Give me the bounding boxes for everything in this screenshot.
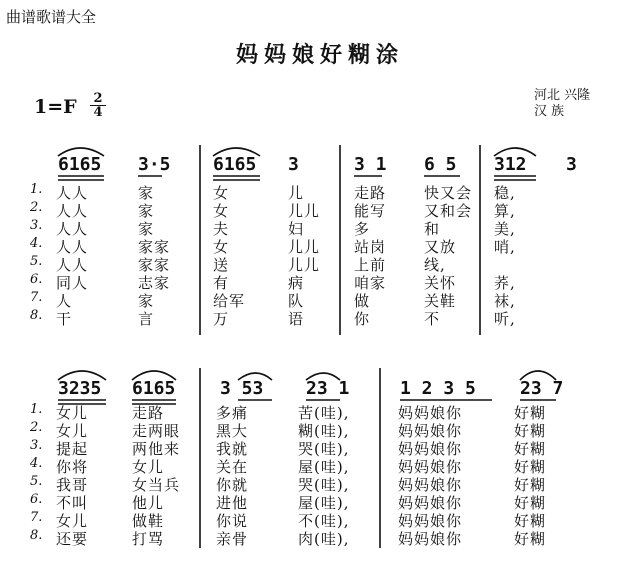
lyric-text: 家 xyxy=(138,220,155,238)
lyric-text: 多痛 xyxy=(216,404,249,422)
lyric-text: 妈妈娘你 xyxy=(398,476,463,494)
lyric-text: 站岗 xyxy=(354,238,387,256)
verse-number: 7. xyxy=(30,290,43,305)
lyric-text: 亲骨 xyxy=(216,530,249,548)
lyric-text: 女儿 xyxy=(56,422,89,440)
lyric-text: 打骂 xyxy=(132,530,165,548)
verse-number: 5. xyxy=(30,254,43,269)
lyric-text: 线, xyxy=(424,256,446,274)
lyric-text: 做 xyxy=(354,292,371,310)
lyric-text: 妈妈娘你 xyxy=(398,440,463,458)
lyric-text: 妈妈娘你 xyxy=(398,404,463,422)
verse-number: 4. xyxy=(30,236,43,251)
lyric-text: 黑大 xyxy=(216,422,249,440)
lyric-text: 有 xyxy=(213,274,230,292)
lyric-text: 提起 xyxy=(56,440,89,458)
lyric-text: 人人 xyxy=(56,220,89,238)
lyric-text: 队 xyxy=(288,292,305,310)
lyric-text: 人人 xyxy=(56,202,89,220)
lyric-text: 好糊 xyxy=(514,440,547,458)
note-group: 6165 xyxy=(58,154,102,175)
lyric-text: 好糊 xyxy=(514,494,547,512)
lyric-text: 儿儿 xyxy=(288,256,321,274)
lyric-text: 走路 xyxy=(132,404,165,422)
origin-line-1: 河北 兴隆 xyxy=(534,88,591,103)
note-group: 1 2 3 5 xyxy=(400,378,476,399)
verse-number: 8. xyxy=(30,528,43,543)
lyric-text: 不 xyxy=(424,310,441,328)
note-group: 3 xyxy=(566,154,577,175)
lyric-text: 哨, xyxy=(494,238,516,256)
lyric-text: 儿儿 xyxy=(288,238,321,256)
site-label: 曲谱歌谱大全 xyxy=(6,8,97,26)
lyric-text: 能写 xyxy=(354,202,387,220)
note-group: 3·5 xyxy=(138,154,171,175)
lyric-text: 听, xyxy=(494,310,516,328)
lyric-text: 女当兵 xyxy=(132,476,181,494)
verse-number: 6. xyxy=(30,272,43,287)
lyric-text: 做鞋 xyxy=(132,512,165,530)
lyric-text: 女儿 xyxy=(132,458,165,476)
verse-number: 2. xyxy=(30,200,43,215)
lyric-text: 女 xyxy=(213,238,230,256)
note-group: 6165 xyxy=(213,154,257,175)
lyric-text: 不(哇), xyxy=(298,512,350,530)
lyric-text: 家 xyxy=(138,184,155,202)
lyric-text: 稳, xyxy=(494,184,516,202)
note-group: 23 7 xyxy=(520,378,564,399)
lyric-text: 两他来 xyxy=(132,440,181,458)
lyric-text: 语 xyxy=(288,310,305,328)
note-group: 23 1 xyxy=(306,378,350,399)
verse-number: 3. xyxy=(30,218,43,233)
lyric-text: 女儿 xyxy=(56,512,89,530)
lyric-text: 算, xyxy=(494,202,516,220)
lyric-text: 好糊 xyxy=(514,530,547,548)
note-group: 312 xyxy=(494,154,527,175)
lyric-text: 好糊 xyxy=(514,476,547,494)
lyric-text: 家 xyxy=(138,202,155,220)
verse-number: 4. xyxy=(30,456,43,471)
lyric-text: 不叫 xyxy=(56,494,89,512)
lyric-text: 多 xyxy=(354,220,371,238)
lyric-text: 上前 xyxy=(354,256,387,274)
lyric-text: 走路 xyxy=(354,184,387,202)
lyric-text: 万 xyxy=(213,310,230,328)
lyric-text: 儿儿 xyxy=(288,202,321,220)
lyric-text: 美, xyxy=(494,220,516,238)
lyric-text: 肉(哇), xyxy=(298,530,350,548)
lyric-text: 苦(哇), xyxy=(298,404,350,422)
note-group: 6165 xyxy=(132,378,176,399)
lyric-text: 走两眼 xyxy=(132,422,181,440)
lyric-text: 屋(哇), xyxy=(298,494,350,512)
lyric-text: 你将 xyxy=(56,458,89,476)
lyric-text: 袜, xyxy=(494,292,516,310)
lyric-text: 好糊 xyxy=(514,512,547,530)
lyric-text: 送 xyxy=(213,256,230,274)
lyric-text: 关鞋 xyxy=(424,292,457,310)
lyric-text: 和 xyxy=(424,220,441,238)
verse-number: 6. xyxy=(30,492,43,507)
lyric-text: 妈妈娘你 xyxy=(398,494,463,512)
song-title: 妈妈娘好糊涂 xyxy=(235,42,404,68)
lyric-text: 妈妈娘你 xyxy=(398,458,463,476)
lyric-text: 快又会 xyxy=(424,184,473,202)
lyric-text: 女儿 xyxy=(56,404,89,422)
lyric-text: 荞, xyxy=(494,274,516,292)
lyric-text: 病 xyxy=(288,274,305,292)
note-group: 3 1 xyxy=(354,154,387,175)
verse-number: 3. xyxy=(30,438,43,453)
lyric-text: 好糊 xyxy=(514,458,547,476)
lyric-text: 人人 xyxy=(56,238,89,256)
key-signature: 1=F xyxy=(34,96,77,118)
lyric-text: 他儿 xyxy=(132,494,165,512)
lyric-text: 你说 xyxy=(216,512,249,530)
lyric-text: 哭(哇), xyxy=(298,476,350,494)
lyric-text: 人人 xyxy=(56,184,89,202)
verse-number: 5. xyxy=(30,474,43,489)
lyric-text: 女 xyxy=(213,184,230,202)
lyric-text: 糊(哇), xyxy=(298,422,350,440)
note-group: 3235 xyxy=(58,378,102,399)
lyric-text: 还要 xyxy=(56,530,89,548)
lyric-text: 家家 xyxy=(138,238,171,256)
lyric-text: 关怀 xyxy=(424,274,457,292)
lyric-text: 进他 xyxy=(216,494,249,512)
lyric-text: 我哥 xyxy=(56,476,89,494)
note-group: 3 53 xyxy=(220,378,264,399)
lyric-text: 给军 xyxy=(213,292,246,310)
lyric-text: 人人 xyxy=(56,256,89,274)
origin-line-2: 汉 族 xyxy=(534,104,565,119)
lyric-text: 你就 xyxy=(216,476,249,494)
lyric-text: 屋(哇), xyxy=(298,458,350,476)
lyric-text: 言 xyxy=(138,310,155,328)
verse-number: 1. xyxy=(30,182,43,197)
lyric-text: 又和会 xyxy=(424,202,473,220)
time-numerator: 2 xyxy=(93,91,103,106)
verse-number: 2. xyxy=(30,420,43,435)
note-group: 3 xyxy=(288,154,299,175)
lyric-text: 妈妈娘你 xyxy=(398,422,463,440)
lyric-text: 同人 xyxy=(56,274,89,292)
lyric-text: 妈妈娘你 xyxy=(398,512,463,530)
lyric-text: 夫 xyxy=(213,220,230,238)
verse-number: 7. xyxy=(30,510,43,525)
lyric-text: 志家 xyxy=(138,274,171,292)
lyric-text: 关在 xyxy=(216,458,249,476)
lyric-text: 好糊 xyxy=(514,404,547,422)
lyric-text: 家 xyxy=(138,292,155,310)
lyric-text: 妇 xyxy=(288,220,305,238)
lyric-text: 妈妈娘你 xyxy=(398,530,463,548)
time-denominator: 4 xyxy=(90,105,106,119)
lyric-text: 咱家 xyxy=(354,274,387,292)
lyric-text: 家家 xyxy=(138,256,171,274)
note-group: 6 5 xyxy=(424,154,457,175)
lyric-text: 哭(哇), xyxy=(298,440,350,458)
lyric-text: 又放 xyxy=(424,238,457,256)
lyric-text: 你 xyxy=(354,310,371,328)
verse-number: 8. xyxy=(30,308,43,323)
verse-number: 1. xyxy=(30,402,43,417)
lyric-text: 女 xyxy=(213,202,230,220)
lyric-text: 干 xyxy=(56,310,73,328)
lyric-text: 好糊 xyxy=(514,422,547,440)
lyric-text: 人 xyxy=(56,292,73,310)
lyric-text: 我就 xyxy=(216,440,249,458)
lyric-text: 儿 xyxy=(288,184,305,202)
